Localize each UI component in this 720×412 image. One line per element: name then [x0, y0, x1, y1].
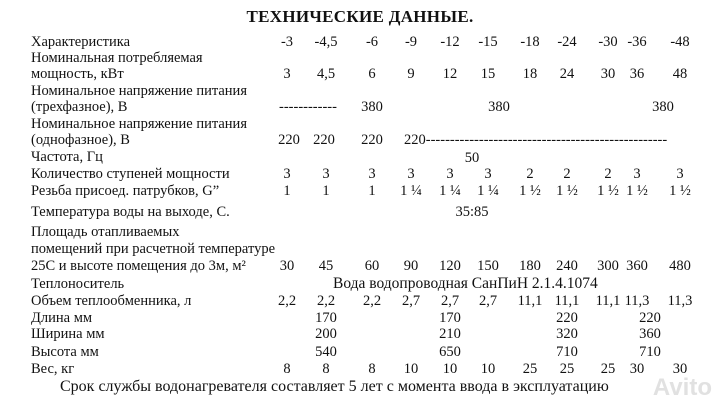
stages-value: 3	[446, 166, 454, 182]
row-label-three-phase-2: (трехфазное), В	[31, 99, 128, 115]
width-value: 360	[639, 326, 661, 342]
volume-value: 2,7	[401, 293, 421, 309]
thread-value: 1 ¼	[400, 183, 422, 199]
row-label-power-2: мощность, кВт	[31, 66, 124, 82]
power-value: 6	[368, 66, 376, 82]
single-phase-value: 220	[361, 132, 383, 148]
thread-value: 1	[368, 183, 376, 199]
row-label-area: Площадь отапливаемых	[31, 224, 180, 240]
power-value: 48	[672, 66, 688, 82]
three-phase-value: 380	[488, 99, 510, 115]
weight-value: 30	[629, 361, 645, 377]
model-value: -4,5	[314, 34, 338, 50]
stages-value: 3	[322, 166, 330, 182]
model-value: -18	[520, 34, 540, 50]
area-value: 30	[279, 258, 295, 274]
stages-value: 3	[283, 166, 291, 182]
row-label-temperature: Температура воды на выходе, С.	[31, 204, 230, 220]
power-value: 24	[559, 66, 575, 82]
model-value: -24	[557, 34, 577, 50]
stages-value: 3	[633, 166, 641, 182]
model-value: -36	[627, 34, 647, 50]
area-value: 150	[477, 258, 499, 274]
area-value: 240	[556, 258, 578, 274]
row-label-frequency: Частота, Гц	[31, 149, 103, 165]
length-value: 170	[439, 310, 461, 326]
thread-value: 1 ½	[556, 183, 578, 199]
power-value: 30	[600, 66, 616, 82]
row-label-weight: Вес, кг	[31, 361, 75, 377]
area-value: 300	[597, 258, 619, 274]
power-value: 12	[442, 66, 458, 82]
three-phase-dash: ------------	[279, 99, 337, 115]
row-label-single-phase: Номинальное напряжение питания	[31, 116, 247, 132]
weight-value: 25	[559, 361, 575, 377]
area-value: 60	[364, 258, 380, 274]
weight-value: 8	[368, 361, 376, 377]
height-value: 710	[639, 344, 661, 360]
volume-value: 11,3	[624, 293, 650, 309]
area-value: 90	[403, 258, 419, 274]
area-value: 180	[519, 258, 541, 274]
row-label-volume: Объем теплообменника, л	[31, 293, 192, 309]
power-value: 9	[407, 66, 415, 82]
thread-value: 1	[322, 183, 330, 199]
model-value: -12	[440, 34, 460, 50]
volume-value: 2,2	[362, 293, 382, 309]
volume-value: 11,3	[667, 293, 693, 309]
stages-value: 3	[484, 166, 492, 182]
row-label-area-2: помещений при расчетной температуре	[31, 241, 276, 257]
area-value: 480	[669, 258, 691, 274]
width-value: 200	[315, 326, 337, 342]
single-phase-value: 220--------------------------------------------------	[404, 132, 668, 148]
weight-value: 10	[442, 361, 458, 377]
length-value: 220	[639, 310, 661, 326]
length-value: 220	[556, 310, 578, 326]
height-value: 710	[556, 344, 578, 360]
three-phase-value: 380	[361, 99, 383, 115]
stages-value: 2	[604, 166, 612, 182]
area-value: 45	[318, 258, 334, 274]
weight-value: 10	[480, 361, 496, 377]
power-value: 18	[522, 66, 538, 82]
model-value: -30	[598, 34, 618, 50]
volume-value: 11,1	[554, 293, 580, 309]
area-value: 120	[439, 258, 461, 274]
power-value: 4,5	[316, 66, 336, 82]
row-label-height: Высота мм	[31, 344, 99, 360]
weight-value: 8	[322, 361, 330, 377]
stages-value: 3	[368, 166, 376, 182]
row-label-model: Характеристика	[31, 34, 131, 50]
temperature-value: 35:85	[455, 204, 489, 220]
volume-value: 2,7	[478, 293, 498, 309]
row-label-power: Номинальная потребляемая	[31, 50, 203, 66]
model-value: -15	[478, 34, 498, 50]
row-label-thread: Резьба присоед. патрубков, G”	[31, 183, 220, 199]
length-value: 170	[315, 310, 337, 326]
row-label-coolant: Теплоноситель	[31, 276, 125, 292]
row-label-area-3: 25С и высоте помещения до 3м, м²	[31, 258, 246, 274]
model-value: -6	[365, 34, 379, 50]
model-value: -3	[280, 34, 294, 50]
document-title: ТЕХНИЧЕСКИЕ ДАННЫЕ.	[246, 7, 474, 26]
row-label-stages: Количество ступеней мощности	[31, 166, 230, 182]
model-value: -48	[670, 34, 690, 50]
thread-value: 1	[283, 183, 291, 199]
volume-value: 2,7	[440, 293, 460, 309]
width-value: 320	[556, 326, 578, 342]
volume-value: 11,1	[595, 293, 621, 309]
volume-value: 2,2	[316, 293, 336, 309]
stages-value: 3	[407, 166, 415, 182]
power-value: 15	[480, 66, 496, 82]
height-value: 540	[315, 344, 337, 360]
volume-value: 2,2	[277, 293, 297, 309]
weight-value: 30	[672, 361, 688, 377]
frequency-value: 50	[464, 150, 480, 166]
service-life-note: Срок службы водонагревателя составляет 5 лет с момента ввода в эксплуатацию	[60, 378, 609, 395]
row-label-three-phase: Номинальное напряжение питания	[31, 83, 247, 99]
area-value: 360	[626, 258, 648, 274]
three-phase-value: 380	[652, 99, 674, 115]
thread-value: 1 ½	[519, 183, 541, 199]
row-label-single-phase-2: (однофазное), В	[31, 132, 130, 148]
single-phase-value: 220	[278, 132, 300, 148]
model-value: -9	[404, 34, 418, 50]
thread-value: 1 ¼	[477, 183, 499, 199]
avito-watermark: Avito	[652, 374, 712, 401]
thread-value: 1 ½	[669, 183, 691, 199]
row-label-width: Ширина мм	[31, 326, 105, 342]
height-value: 650	[439, 344, 461, 360]
power-value: 36	[629, 66, 645, 82]
power-value: 3	[283, 66, 291, 82]
weight-value: 25	[522, 361, 538, 377]
thread-value: 1 ¼	[439, 183, 461, 199]
coolant-value: Вода водопроводная СанПиН 2.1.4.1074	[333, 275, 598, 292]
row-label-length: Длина мм	[31, 310, 93, 326]
stages-value: 2	[563, 166, 571, 182]
thread-value: 1 ½	[597, 183, 619, 199]
weight-value: 10	[403, 361, 419, 377]
stages-value: 3	[676, 166, 684, 182]
single-phase-value: 220	[313, 132, 335, 148]
weight-value: 8	[283, 361, 291, 377]
volume-value: 11,1	[517, 293, 543, 309]
stages-value: 2	[526, 166, 534, 182]
width-value: 210	[439, 326, 461, 342]
weight-value: 25	[600, 361, 616, 377]
thread-value: 1 ½	[626, 183, 648, 199]
